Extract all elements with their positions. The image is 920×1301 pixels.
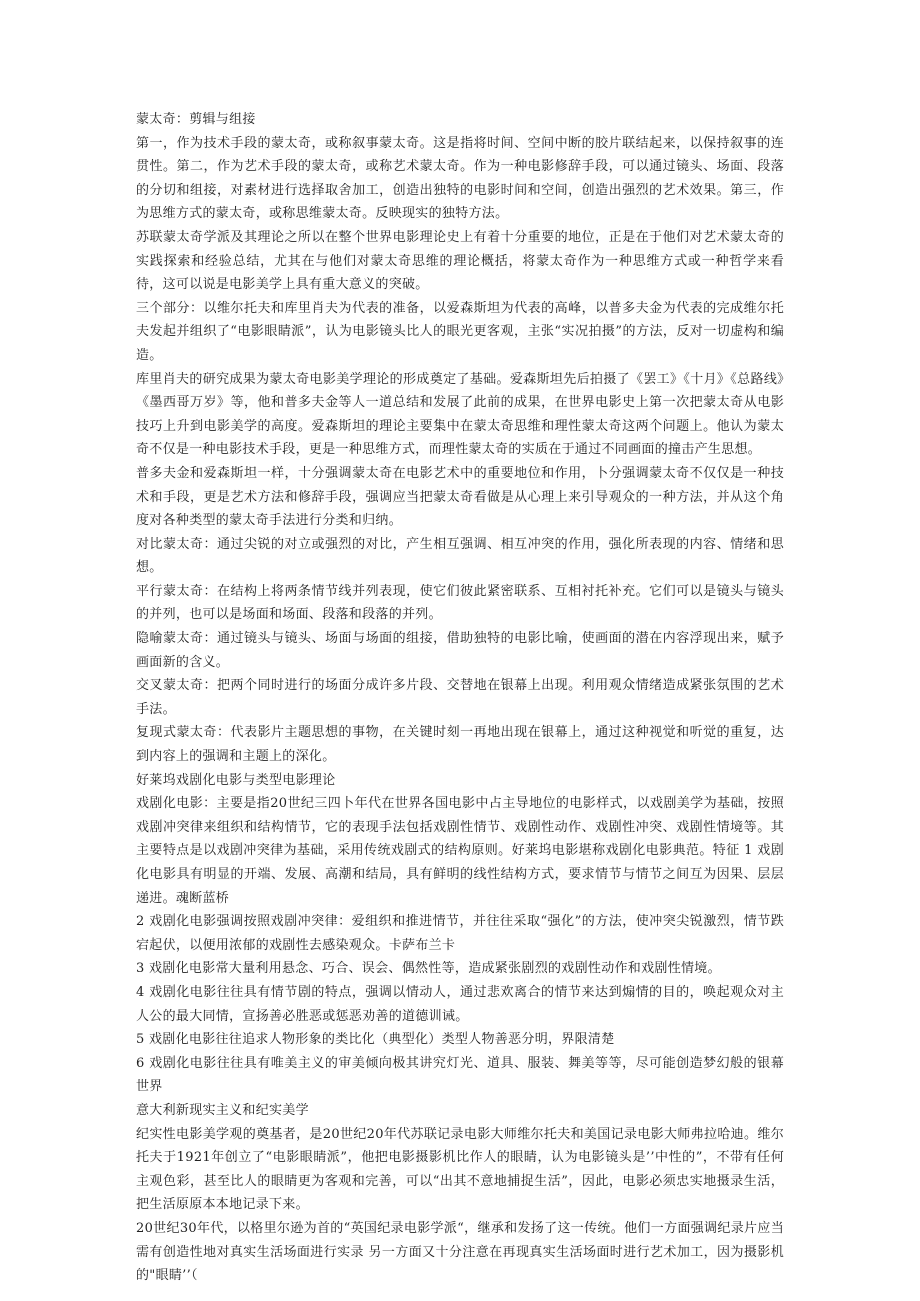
paragraph-parallel-montage: 平行蒙太奇：在结构上将两条情节线并列表现，使它们彼此紧密联系、互相衬托补充。它们可以是镜头与镜头的并列，也可以是场面和场面、段落和段落的并列。 [136, 583, 784, 623]
section-heading-neorealism: 意大利新现实主义和纪实美学 [136, 1102, 309, 1118]
section-heading-montage: 蒙太奇：剪辑与组接 [136, 112, 256, 127]
paragraph-documentary-aesthetics: 纪实性电影美学观的奠基者，是20世纪20年代苏联记录电影大师维尔托夫和美国记录电影大师弗拉哈迪。维尔托夫于1921年创立了“电影眼睛派”，他把电影摄影机比作人的眼睛，认为电影镜头是’’中性的”，不带有任何主观色彩，甚至比人的眼睛更为客观和完善，可以“出其不意地捕捉生活”，因此，电影必须忠实地摄录生活，把生活原原本本地记录下来。 [136, 1126, 784, 1213]
paragraph-kuleshov-eisenstein: 库里肖夫的研究成果为蒙太奇电影美学理论的形成奠定了基础。爱森斯坦先后拍摄了《罢工》《十月》《总路线》《墨西哥万岁》等，他和普多夫金等人一道总结和发展了此前的成果，在世界电影史上第一次把蒙太奇从电影技巧上升到电影美学的高度。爱森斯坦的理论主要集中在蒙太奇思维和理性蒙太奇这两个问题上。他认为蒙太奇不仅是一种电影技术手段，更是一种思维方式，而理性蒙太奇的实质在于通过不同画面的撞击产生思想。 [136, 371, 784, 458]
paragraph-metaphor-montage: 隐喻蒙太奇：通过镜头与镜头、场面与场面的组接，借助独特的电影比喻，使画面的潜在内容浮现出来，赋予画面新的含义。 [136, 631, 784, 670]
paragraph-feature-2: 2 戏剧化电影强调按照戏剧冲突律：爱组织和推进情节，并往往采取“强化”的方法，使冲突尖锐激烈，情节跌宕起伏，以便用浓郁的戏剧性去感染观众。卡萨布兰卡 [136, 914, 784, 953]
paragraph-cross-montage: 交叉蒙太奇：把两个同时进行的场面分成许多片段、交替地在银幕上出现。利用观众情绪造成紧张氛围的艺术手法。 [136, 678, 784, 717]
section-heading-hollywood: 好莱坞戏剧化电影与类型电影理论 [136, 772, 336, 788]
paragraph-recurring-montage: 复现式蒙太奇：代表影片主题思想的事物，在关键时刻一再地出现在银幕上，通过这种视觉和听觉的重复，达到内容上的强调和主题上的深化。 [136, 725, 784, 765]
paragraph-british-school: 20世纪30年代，以格里尔逊为首的“英国纪录电影学派“，继承和发扬了这一传统。他们一方面强调纪录片应当需有创造性地对真实生活场面进行实录 另一方面又十分注意在再现真实生活场面时进行艺术加工，因为摄影机的"眼睛’’（ [136, 1220, 784, 1284]
paragraph-feature-6: 6 戏剧化电影往往具有唯美主义的审美倾向极其讲究灯光、道具、服装、舞美等等，尽可能创造梦幻般的银幕世界 [136, 1055, 784, 1095]
paragraph-pudovkin: 普多夫金和爱森斯坦一样，十分强调蒙太奇在电影艺术中的重要地位和作用，卜分强调蒙太奇不仅仅是一种技术和手段，更是艺术方法和修辞手段，强调应当把蒙太奇看做是从心理上来引导观众的一种方法，并从这个角度对各种类型的蒙太奇手法进行分类和归纳。 [136, 465, 784, 529]
paragraph-soviet-school: 苏联蒙太奇学派及其理论之所以在整个世界电影理论史上有着十分重要的地位，正是在于他们对艺术蒙太奇的实践探索和经验总结，尤其在与他们对蒙太奇思维的理论概括，将蒙太奇作为一种思维方式或一种哲学来看待，这可以说是电影美学上具有重大意义的突破。 [136, 229, 784, 293]
paragraph-feature-4: 4 戏剧化电影往往具有情节剧的特点，强调以情动人，通过悲欢离合的情节来达到煽情的目的，唤起观众对主人公的最大同情，宣扬善必胜恶或惩恶劝善的道德训诫。 [136, 984, 784, 1024]
paragraph-feature-5: 5 戏剧化电影往往追求人物形象的类比化（典型化）类型人物善恶分明，界限清楚 [136, 1032, 615, 1048]
paragraph-three-parts: 三个部分：以维尔托夫和库里肖夫为代表的准备，以爱森斯坦为代表的高峰，以普多夫金为代表的完成维尔托夫发起并组织了“电影眼睛派”，认为电影镜头比人的眼光更客观，主张“实况拍摄”的方法，反对一切虚构和编造。 [136, 300, 784, 363]
paragraph-dramatic-film: 戏剧化电影：主要是指20世纪三四卜年代在世界各国电影中占主导地位的电影样式，以戏剧美学为基础，按照戏剧冲突律来组织和结构情节，它的表现手法包括戏剧性情节、戏剧性动作、戏剧性冲突、戏剧性情境等。其主要特点是以戏剧冲突律为基础，采用传统戏剧式的结构原则。好莱坞电影堪称戏剧化电影典范。特征 1 戏剧化电影具有明显的开端、发展、高潮和结局，具有鲜明的线性结构方式，要求情节与情节之间互为因果、层层递进。魂断蓝桥 [136, 796, 784, 906]
paragraph-montage-types: 第一，作为技术手段的蒙太奇，或称叙事蒙太奇。这是指将时间、空间中断的胶片联结起来，以保持叙事的连贯性。第二，作为艺术手段的蒙太奇，或称艺术蒙太奇。作为一种电影修辞手段，可以通过镜头、场面、段落的分切和组接，对素材进行选择取舍加工，创造出独特的电影时间和空间，创造出强烈的艺术效果。第三，作为思维方式的蒙太奇，或称思维蒙太奇。反映现实的独特方法。 [136, 135, 784, 222]
paragraph-feature-3: 3 戏剧化电影常大量利用悬念、巧合、误会、偶然性等，造成紧张剧烈的戏剧性动作和戏剧性情境。 [136, 961, 721, 977]
document-body [136, 108, 784, 1288]
paragraph-contrast-montage: 对比蒙太奇：通过尖锐的对立或强烈的对比，产生相互强调、相互冲突的作用，强化所表现的内容、情绪和思想。 [136, 536, 784, 576]
